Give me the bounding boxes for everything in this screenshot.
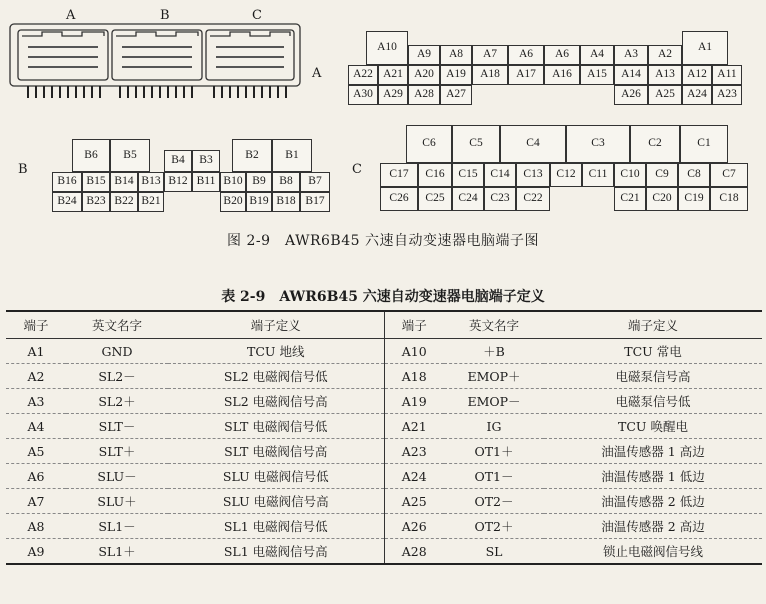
- pin: B4: [164, 150, 192, 172]
- pin: A14: [614, 65, 648, 85]
- table-cell: ＋B: [444, 339, 544, 364]
- pin: A16: [544, 65, 580, 85]
- table-cell: OT1－: [444, 464, 544, 489]
- pin: C7: [710, 163, 748, 187]
- pin: A23: [712, 85, 742, 105]
- pin: A20: [408, 65, 440, 85]
- table-cell: SLT 电磁阀信号高: [168, 439, 384, 464]
- table-cell: SL2 电磁阀信号低: [168, 364, 384, 389]
- pin: B7: [300, 172, 330, 192]
- pin: C15: [452, 163, 484, 187]
- table-cell: 锁止电磁阀信号线: [602, 544, 703, 559]
- pin: B10: [220, 172, 246, 192]
- pin: B13: [138, 172, 164, 192]
- header-definition: 端子定义: [544, 311, 762, 339]
- pin: A27: [440, 85, 472, 105]
- table-cell: 电磁泵信号高: [544, 364, 762, 389]
- table-cell: SLU－: [66, 464, 168, 489]
- table-title: 表 2-9 AWR6B45 六速自动变速器电脑端子定义: [221, 289, 545, 305]
- pin: C13: [516, 163, 550, 187]
- pin: A11: [712, 65, 742, 85]
- pin: A29: [378, 85, 408, 105]
- table-cell: SLU 电磁阀信号高: [168, 489, 384, 514]
- pin: C6: [406, 125, 452, 163]
- header-terminal: 端子: [384, 311, 444, 339]
- connector-drawing: [8, 6, 308, 106]
- pin: A1: [682, 31, 728, 65]
- table-cell: SL2－: [66, 364, 168, 389]
- table-cell: SL1 电磁阀信号低: [168, 514, 384, 539]
- table-cell: A19: [384, 389, 444, 414]
- table-cell: A8: [6, 514, 66, 539]
- pin: B21: [138, 192, 164, 212]
- table-cell: A24: [384, 464, 444, 489]
- pin: B2: [232, 139, 272, 172]
- pin: B24: [52, 192, 82, 212]
- pin: C2: [630, 125, 680, 163]
- pin: C26: [380, 187, 418, 211]
- pin: A25: [648, 85, 682, 105]
- pin: A30: [348, 85, 378, 105]
- table-row: [6, 389, 762, 414]
- pin: B11: [192, 172, 220, 192]
- table-cell: A10: [384, 339, 444, 364]
- table-cell: OT2＋: [444, 514, 544, 539]
- connector-label-a: A: [66, 8, 76, 23]
- pin: B8: [272, 172, 300, 192]
- table-row: [6, 514, 762, 539]
- table-cell: TCU 地线: [168, 339, 384, 364]
- table-cell: 电磁泵信号低: [544, 389, 762, 414]
- pin: A12: [682, 65, 712, 85]
- pin: C3: [566, 125, 630, 163]
- table-cell: SL: [485, 543, 503, 559]
- pin: B17: [300, 192, 330, 212]
- pin: C19: [678, 187, 710, 211]
- pin: A7: [472, 45, 508, 65]
- pin: C14: [484, 163, 516, 187]
- pin: B20: [220, 192, 246, 212]
- table-cell: A28: [384, 539, 444, 565]
- table-cell: A6: [6, 464, 66, 489]
- pin: B3: [192, 150, 220, 172]
- figure-caption: 图 2-9 AWR6B45 六速自动变速器电脑端子图: [227, 233, 539, 249]
- pin: B18: [272, 192, 300, 212]
- table-cell: OT2－: [444, 489, 544, 514]
- table-row: [6, 414, 762, 439]
- pin: C9: [646, 163, 678, 187]
- pin: B14: [110, 172, 138, 192]
- header-english-name: 英文名字: [66, 311, 168, 339]
- table-cell: SL1－: [66, 514, 168, 539]
- table-cell: 油温传感器 2 高边: [544, 514, 762, 539]
- table-cell: A3: [6, 389, 66, 414]
- pin: A6: [544, 45, 580, 65]
- table-cell: A26: [384, 514, 444, 539]
- pin: A2: [648, 45, 682, 65]
- table-header-row: [6, 311, 762, 339]
- table-cell: EMOP－: [444, 389, 544, 414]
- pin: B1: [272, 139, 312, 172]
- table-row: [6, 539, 762, 565]
- pin: A3: [614, 45, 648, 65]
- pin: A21: [378, 65, 408, 85]
- table-row: [6, 339, 762, 364]
- table-row: [6, 364, 762, 389]
- table-cell: TCU 常电: [544, 339, 762, 364]
- table-cell: TCU 唤醒电: [544, 414, 762, 439]
- pin: B22: [110, 192, 138, 212]
- pin: A8: [440, 45, 472, 65]
- pin: B19: [246, 192, 272, 212]
- section-label-b: B: [18, 162, 28, 177]
- table-cell: SLU＋: [66, 489, 168, 514]
- table-row: [6, 464, 762, 489]
- header-english-name: 英文名字: [444, 311, 544, 339]
- pin: C22: [516, 187, 550, 211]
- header-terminal: 端子: [6, 311, 66, 339]
- table-cell: SLU 电磁阀信号低: [168, 464, 384, 489]
- table-cell: A2: [6, 364, 66, 389]
- pin: C5: [452, 125, 500, 163]
- pin: A19: [440, 65, 472, 85]
- pin: A17: [508, 65, 544, 85]
- table-row: [6, 489, 762, 514]
- pin: A9: [408, 45, 440, 65]
- table-cell: A21: [384, 414, 444, 439]
- pin: C21: [614, 187, 646, 211]
- table-cell: IG: [444, 414, 544, 439]
- pin: A22: [348, 65, 378, 85]
- pin: C18: [710, 187, 748, 211]
- connector-label-b: B: [160, 8, 170, 23]
- table-cell: A9: [27, 543, 45, 559]
- table-cell: SL1＋: [98, 544, 136, 559]
- pin: C4: [500, 125, 566, 163]
- pin: B16: [52, 172, 82, 192]
- table-cell: A1: [6, 339, 66, 364]
- table-cell: SL1 电磁阀信号高: [223, 544, 328, 559]
- pin: A10: [366, 31, 408, 65]
- pin: C20: [646, 187, 678, 211]
- pin: A28: [408, 85, 440, 105]
- pin: B15: [82, 172, 110, 192]
- connector-label-c: C: [252, 8, 262, 23]
- pin: C24: [452, 187, 484, 211]
- table-cell: SL2 电磁阀信号高: [168, 389, 384, 414]
- pin: A18: [472, 65, 508, 85]
- pin: C16: [418, 163, 452, 187]
- table-cell: 油温传感器 1 高边: [544, 439, 762, 464]
- terminal-table: [6, 310, 762, 565]
- table-row: [6, 439, 762, 464]
- table-cell: SLT 电磁阀信号低: [168, 414, 384, 439]
- table-cell: SLT＋: [66, 439, 168, 464]
- table-cell: SL2＋: [66, 389, 168, 414]
- pin: B5: [110, 139, 150, 172]
- table-cell: 油温传感器 1 低边: [544, 464, 762, 489]
- pin: B9: [246, 172, 272, 192]
- table-cell: A25: [384, 489, 444, 514]
- table-cell: 油温传感器 2 低边: [544, 489, 762, 514]
- pin: C11: [582, 163, 614, 187]
- pin: B23: [82, 192, 110, 212]
- pin: C10: [614, 163, 646, 187]
- table-cell: OT1＋: [444, 439, 544, 464]
- pin: A4: [580, 45, 614, 65]
- pin: C25: [418, 187, 452, 211]
- connector-side-label: A: [312, 66, 322, 81]
- pin: A24: [682, 85, 712, 105]
- pin: C23: [484, 187, 516, 211]
- table-cell: EMOP＋: [444, 364, 544, 389]
- pin: A15: [580, 65, 614, 85]
- table-cell: SLT－: [66, 414, 168, 439]
- table-cell: A7: [6, 489, 66, 514]
- table-cell: GND: [66, 339, 168, 364]
- pin: A13: [648, 65, 682, 85]
- pin: C1: [680, 125, 728, 163]
- table-cell: A4: [6, 414, 66, 439]
- pin: C8: [678, 163, 710, 187]
- pin: A6: [508, 45, 544, 65]
- section-label-c: C: [352, 162, 362, 177]
- pin: B6: [72, 139, 110, 172]
- table-cell: A23: [384, 439, 444, 464]
- table-cell: A18: [384, 364, 444, 389]
- pin: B12: [164, 172, 192, 192]
- pin: C12: [550, 163, 582, 187]
- pin: A26: [614, 85, 648, 105]
- header-definition: 端子定义: [168, 311, 384, 339]
- pin: C17: [380, 163, 418, 187]
- table-cell: A5: [6, 439, 66, 464]
